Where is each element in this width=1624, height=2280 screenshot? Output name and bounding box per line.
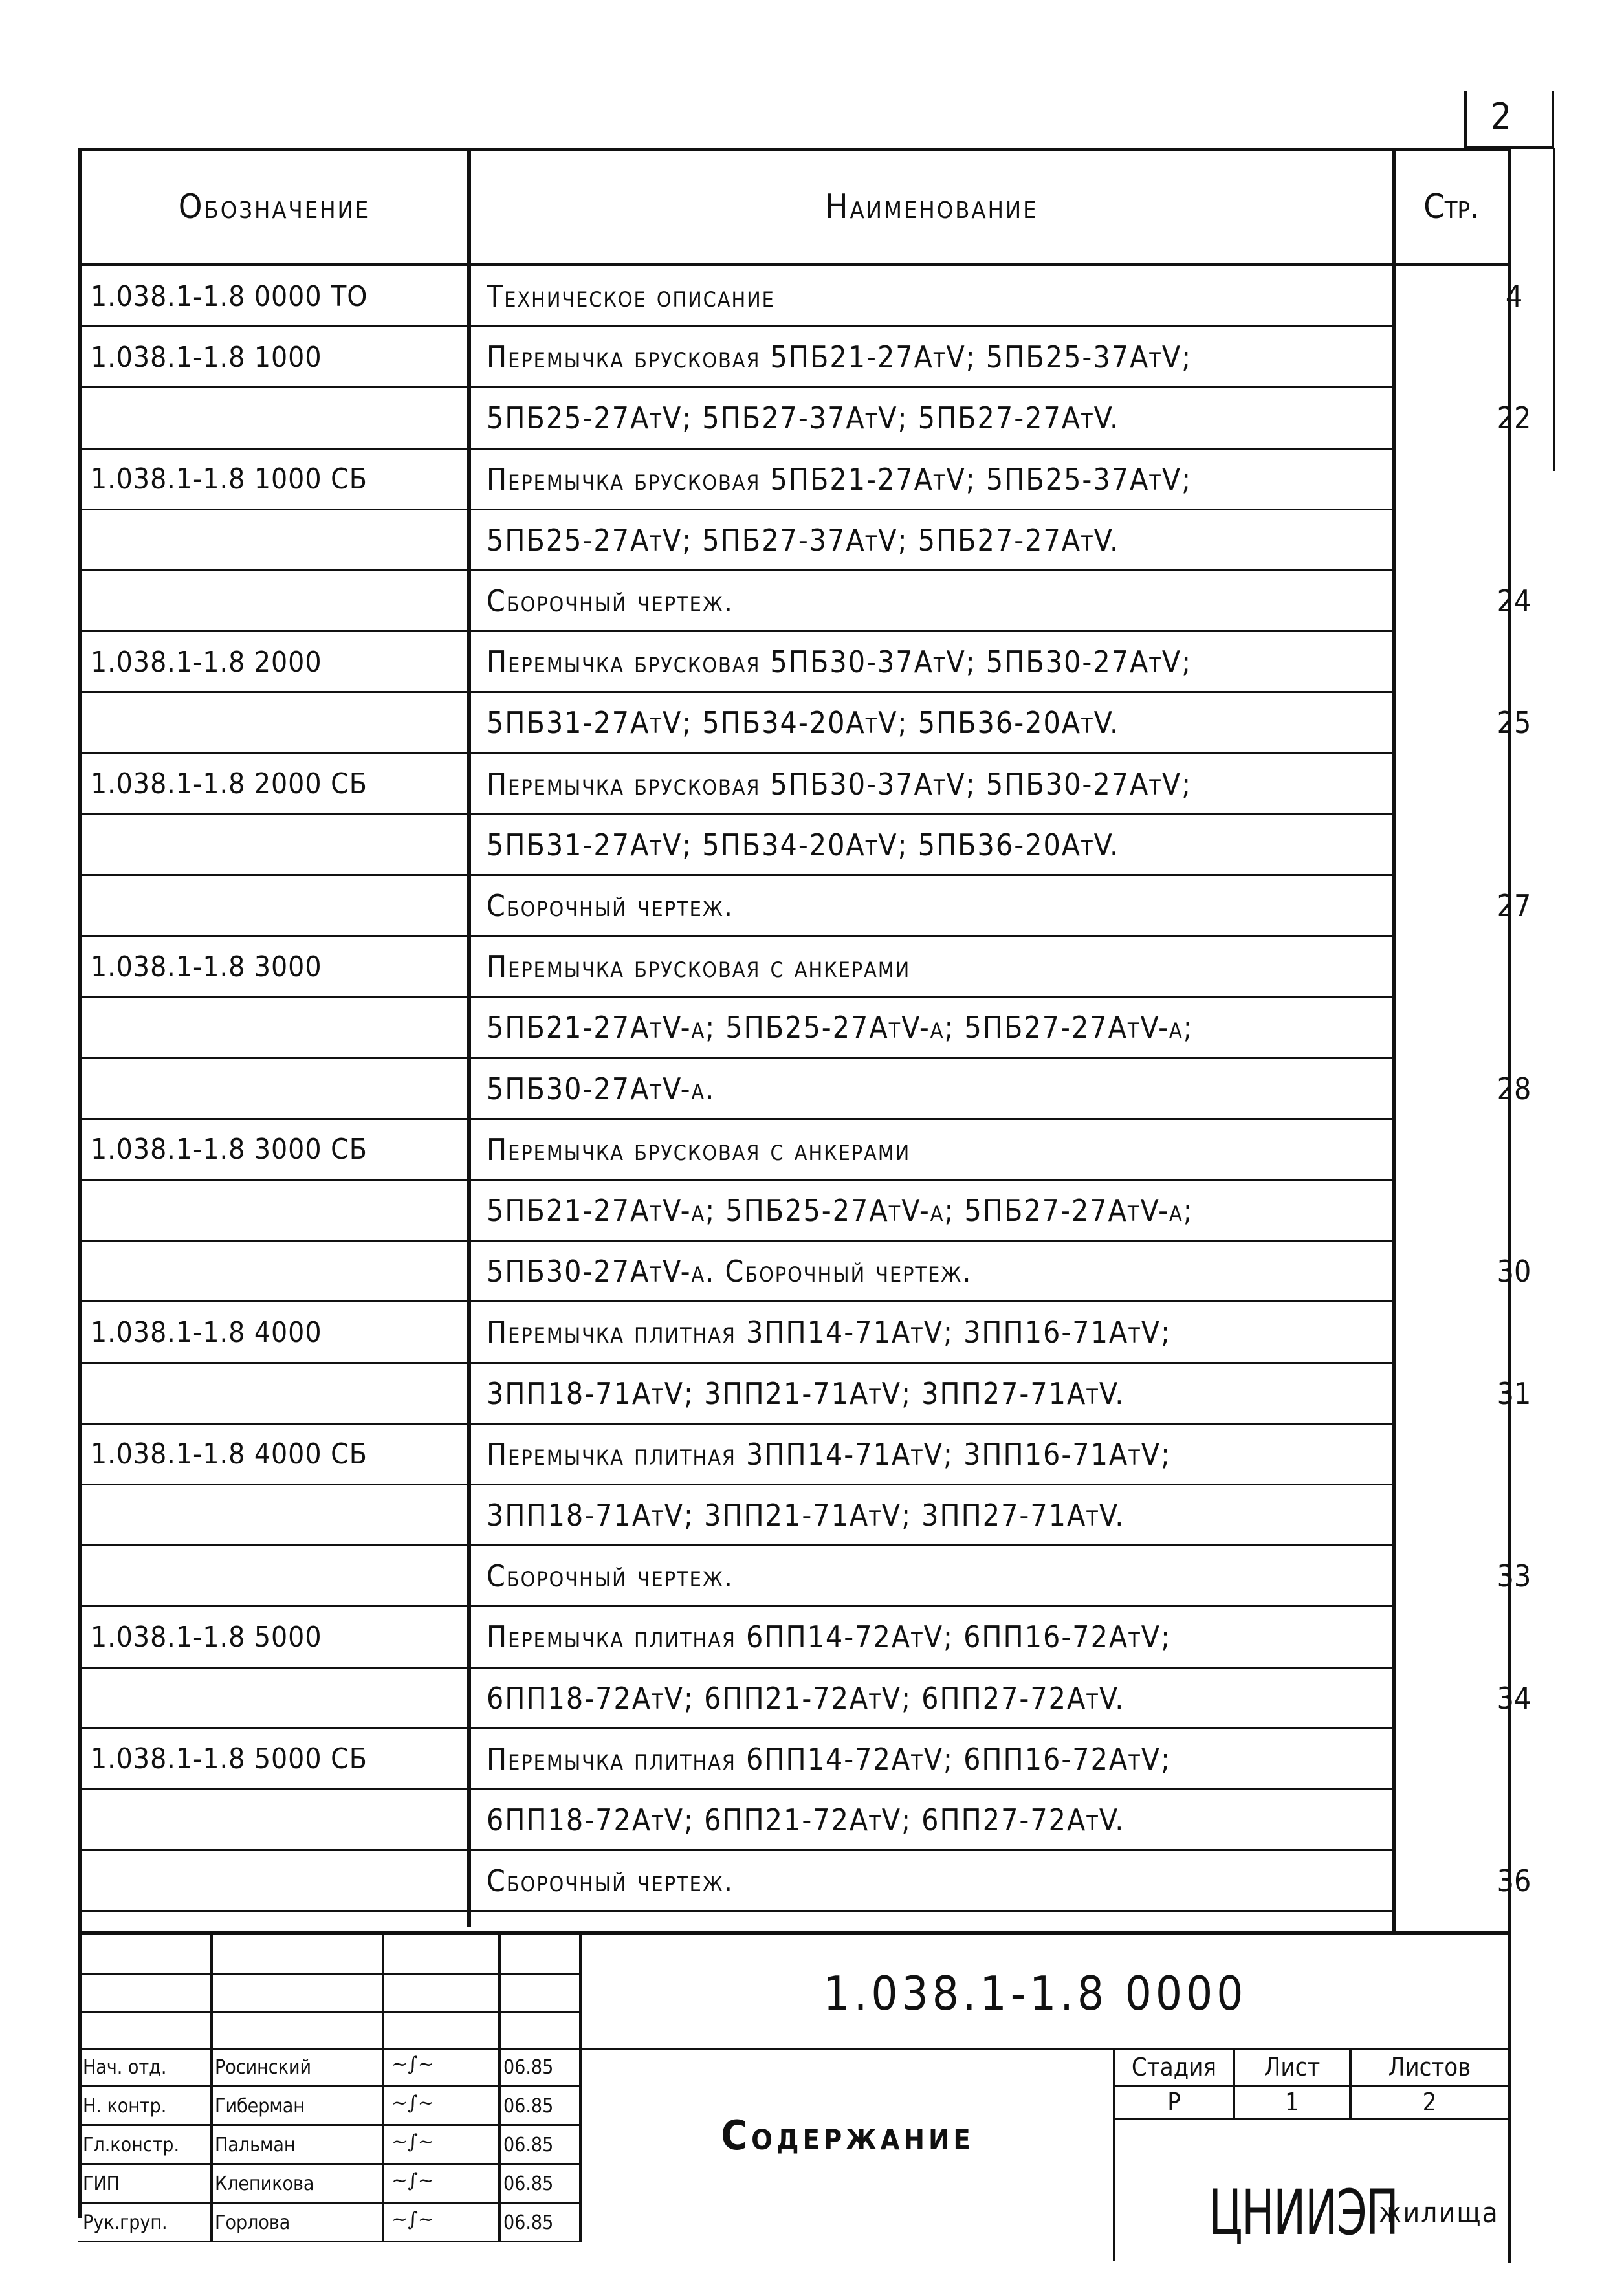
row-rule (78, 1910, 1394, 1912)
row-designation: 1.038.1-1.8 3000 СБ (91, 1133, 368, 1167)
table-row (78, 267, 1523, 326)
row-page (1449, 1425, 1579, 1484)
signature-role: Нач. отд. (83, 2055, 167, 2079)
row-name: 5ПБ21-27АтV-а; 5ПБ25-27АтV-а; 5ПБ27-27АтV-а; (487, 1193, 1194, 1228)
row-designation: 1.038.1-1.8 1000 СБ (91, 463, 368, 496)
row-name: 5ПБ30-27АтV-а. Сборочный чертеж. (487, 1254, 972, 1289)
row-page (1449, 998, 1579, 1057)
row-designation (91, 1790, 466, 1850)
signature-name: Росинский (215, 2055, 312, 2079)
table-row (78, 998, 1508, 1057)
sig-row-a (78, 1973, 582, 1975)
row-name: Перемычка брусковая 5ПБ21-27АтV; 5ПБ25-37АтV; (487, 461, 1192, 497)
table-row (78, 754, 1508, 814)
table-row (78, 815, 1508, 875)
row-designation (91, 571, 466, 631)
stage-label: Стадия (1131, 2053, 1217, 2081)
row-designation: 1.038.1-1.8 1000 (91, 340, 322, 374)
signature-date: 06.85 (503, 2133, 554, 2156)
signature-name: Горлова (215, 2211, 291, 2234)
table-row (78, 1181, 1508, 1240)
handwritten-signature: ~∫~ (391, 2169, 434, 2192)
row-name: Сборочный чертеж. (487, 1559, 734, 1594)
table-row (78, 1242, 1531, 1301)
row-name: 3ПП18-71АтV; 3ПП21-71АтV; 3ПП27-71АтV. (487, 1376, 1125, 1411)
row-name: Перемычка брусковая 5ПБ30-37АтV; 5ПБ30-27АтV; (487, 766, 1192, 802)
table-row (78, 1790, 1508, 1850)
signature-date: 06.85 (503, 2094, 554, 2118)
table-row (78, 1851, 1531, 1911)
table-row (78, 510, 1508, 570)
row-designation (91, 1546, 466, 1606)
row-page: 25 (1497, 705, 1531, 741)
row-designation (91, 510, 466, 570)
row-name: 6ПП18-72АтV; 6ПП21-72АтV; 6ПП27-72АтV. (487, 1803, 1125, 1837)
row-designation: 1.038.1-1.8 5000 СБ (91, 1742, 368, 1776)
signature-name: Гиберман (215, 2094, 305, 2118)
signature-role: Н. контр. (83, 2094, 167, 2118)
table-row (78, 632, 1508, 692)
row-page (1449, 754, 1579, 814)
row-name: Сборочный чертеж. (487, 1863, 734, 1899)
row-designation (91, 1181, 466, 1240)
table-row (78, 1364, 1531, 1423)
signature-name: Пальман (215, 2133, 296, 2156)
table-row (78, 450, 1508, 509)
row-page (1449, 937, 1579, 996)
document-code: 1.038.1-1.8 0000 (823, 1966, 1247, 2021)
table-row (78, 1607, 1508, 1667)
row-name: 5ПБ30-27АтV-а. (487, 1071, 716, 1106)
signature-date: 06.85 (503, 2172, 554, 2195)
row-page: 30 (1497, 1254, 1531, 1289)
row-designation (91, 1242, 466, 1301)
row-name: 5ПБ21-27АтV-а; 5ПБ25-27АтV-а; 5ПБ27-27АтV-а; (487, 1010, 1194, 1046)
sheet-number: 2 (1490, 95, 1512, 138)
titleblock-top (78, 1931, 1511, 1935)
signature-rule (78, 2241, 582, 2242)
sheets-label: Листов (1388, 2053, 1471, 2081)
table-row (78, 876, 1531, 936)
table-row (78, 937, 1508, 996)
table-row (78, 327, 1508, 387)
table-row (78, 1546, 1531, 1606)
header-name: Наименование (825, 188, 1038, 226)
row-name: Техническое описание (487, 279, 775, 314)
row-page (1449, 1181, 1579, 1240)
sig-col-3 (498, 1935, 501, 2242)
row-name: 5ПБ25-27АтV; 5ПБ27-37АтV; 5ПБ27-27АтV. (487, 400, 1120, 436)
signature-role: Рук.груп. (83, 2211, 168, 2234)
row-designation: 1.038.1-1.8 3000 (91, 950, 322, 983)
table-row (78, 693, 1531, 752)
row-name: 5ПБ25-27АтV; 5ПБ27-37АтV; 5ПБ27-27АтV. (487, 522, 1120, 558)
row-designation (91, 815, 466, 875)
row-designation: 1.038.1-1.8 5000 (91, 1620, 322, 1654)
table-row (78, 1059, 1531, 1119)
row-page: 34 (1497, 1680, 1531, 1716)
row-designation: 1.038.1-1.8 2000 (91, 645, 322, 679)
sheet-value: 1 (1285, 2088, 1299, 2116)
table-row (78, 1302, 1508, 1362)
row-name: Перемычка плитная 3ПП14-71АтV; 3ПП16-71АтV; (487, 1315, 1172, 1350)
row-page: 31 (1497, 1376, 1531, 1411)
row-designation: 1.038.1-1.8 0000 ТО (91, 280, 368, 313)
row-page: 22 (1497, 400, 1531, 436)
signature-date: 06.85 (503, 2211, 554, 2234)
row-designation (91, 876, 466, 936)
table-row (78, 388, 1531, 448)
table-row (78, 1425, 1508, 1484)
handwritten-signature: ~∫~ (391, 2092, 434, 2114)
handwritten-signature: ~∫~ (391, 2053, 434, 2076)
row-page (1449, 815, 1579, 875)
signature-role: Гл.констр. (83, 2133, 180, 2156)
organization-suffix: жилища (1378, 2196, 1499, 2230)
row-name: Перемычка брусковая с анкерами (487, 949, 911, 985)
row-designation (91, 693, 466, 752)
header-bottom-rule (78, 263, 1511, 266)
row-designation (91, 998, 466, 1057)
row-name: 6ПП18-72АтV; 6ПП21-72АтV; 6ПП27-72АтV. (487, 1680, 1125, 1716)
signature-date: 06.85 (503, 2055, 554, 2079)
sig-row-b (78, 2011, 582, 2013)
row-name: Сборочный чертеж. (487, 888, 734, 923)
row-name: Перемычка плитная 6ПП14-72АтV; 6ПП16-72АтV; (487, 1619, 1172, 1655)
handwritten-signature: ~∫~ (391, 2208, 434, 2231)
row-name: Перемычка брусковая с анкерами (487, 1132, 911, 1167)
table-row (78, 1729, 1508, 1789)
sheets-value: 2 (1422, 2088, 1437, 2116)
row-designation: 1.038.1-1.8 2000 СБ (91, 767, 368, 801)
row-designation (91, 388, 466, 448)
table-row (78, 1120, 1508, 1179)
row-page: 24 (1497, 584, 1531, 619)
row-name: Перемычка брусковая 5ПБ21-27АтV; 5ПБ25-37АтV; (487, 340, 1192, 375)
row-page: 28 (1497, 1071, 1531, 1106)
header-page: Стр. (1423, 188, 1480, 226)
stage-value: Р (1167, 2088, 1181, 2116)
row-page (1449, 510, 1579, 570)
row-page: 36 (1497, 1863, 1531, 1899)
row-designation (91, 1669, 466, 1728)
sig-col-1 (210, 1935, 213, 2242)
row-name: Сборочный чертеж. (487, 584, 734, 619)
row-designation (91, 1059, 466, 1119)
row-name: Перемычка плитная 3ПП14-71АтV; 3ПП16-71АтV; (487, 1436, 1172, 1472)
header-designation: Обозначение (178, 188, 371, 226)
row-designation (91, 1851, 466, 1911)
frame-right-outer (1552, 91, 1554, 149)
row-name: 3ПП18-71АтV; 3ПП21-71АтV; 3ПП27-71АтV. (487, 1498, 1125, 1533)
row-page (1449, 1729, 1579, 1789)
row-page: 33 (1497, 1559, 1531, 1594)
handwritten-signature: ~∫~ (391, 2131, 434, 2153)
row-designation (91, 1485, 466, 1545)
organization-name: ЦНИИЭП (1209, 2176, 1398, 2249)
row-page (1449, 327, 1579, 387)
table-row (78, 1669, 1531, 1728)
row-name: Перемычка брусковая 5ПБ30-37АтV; 5ПБ30-27АтV; (487, 644, 1192, 680)
stage-box-rule2 (1113, 2118, 1511, 2120)
row-page (1449, 1607, 1579, 1667)
row-designation (91, 1364, 466, 1423)
row-page (1449, 1485, 1579, 1545)
row-page (1449, 1120, 1579, 1179)
signature-role: ГИП (83, 2172, 120, 2195)
sig-col-2 (382, 1935, 384, 2242)
row-designation: 1.038.1-1.8 4000 (91, 1315, 322, 1349)
sheet-label: Лист (1264, 2053, 1321, 2081)
row-name: Перемычка плитная 6ПП14-72АтV; 6ПП16-72АтV; (487, 1741, 1172, 1777)
row-page (1449, 450, 1579, 509)
table-row (78, 571, 1531, 631)
frame-top (78, 148, 1511, 151)
row-page: 27 (1497, 888, 1531, 923)
row-page (1449, 1790, 1579, 1850)
row-name: 5ПБ31-27АтV; 5ПБ34-20АтV; 5ПБ36-20АтV. (487, 827, 1120, 862)
organization-stamp (1116, 2164, 1511, 2261)
row-page (1449, 632, 1579, 692)
table-row (78, 1485, 1508, 1545)
row-page (1449, 1302, 1579, 1362)
row-page: 4 (1505, 279, 1523, 314)
document-title: Содержание (721, 2111, 974, 2159)
signature-name: Клепикова (215, 2172, 314, 2195)
row-name: 5ПБ31-27АтV; 5ПБ34-20АтV; 5ПБ36-20АтV. (487, 705, 1120, 741)
row-designation: 1.038.1-1.8 4000 СБ (91, 1438, 368, 1471)
